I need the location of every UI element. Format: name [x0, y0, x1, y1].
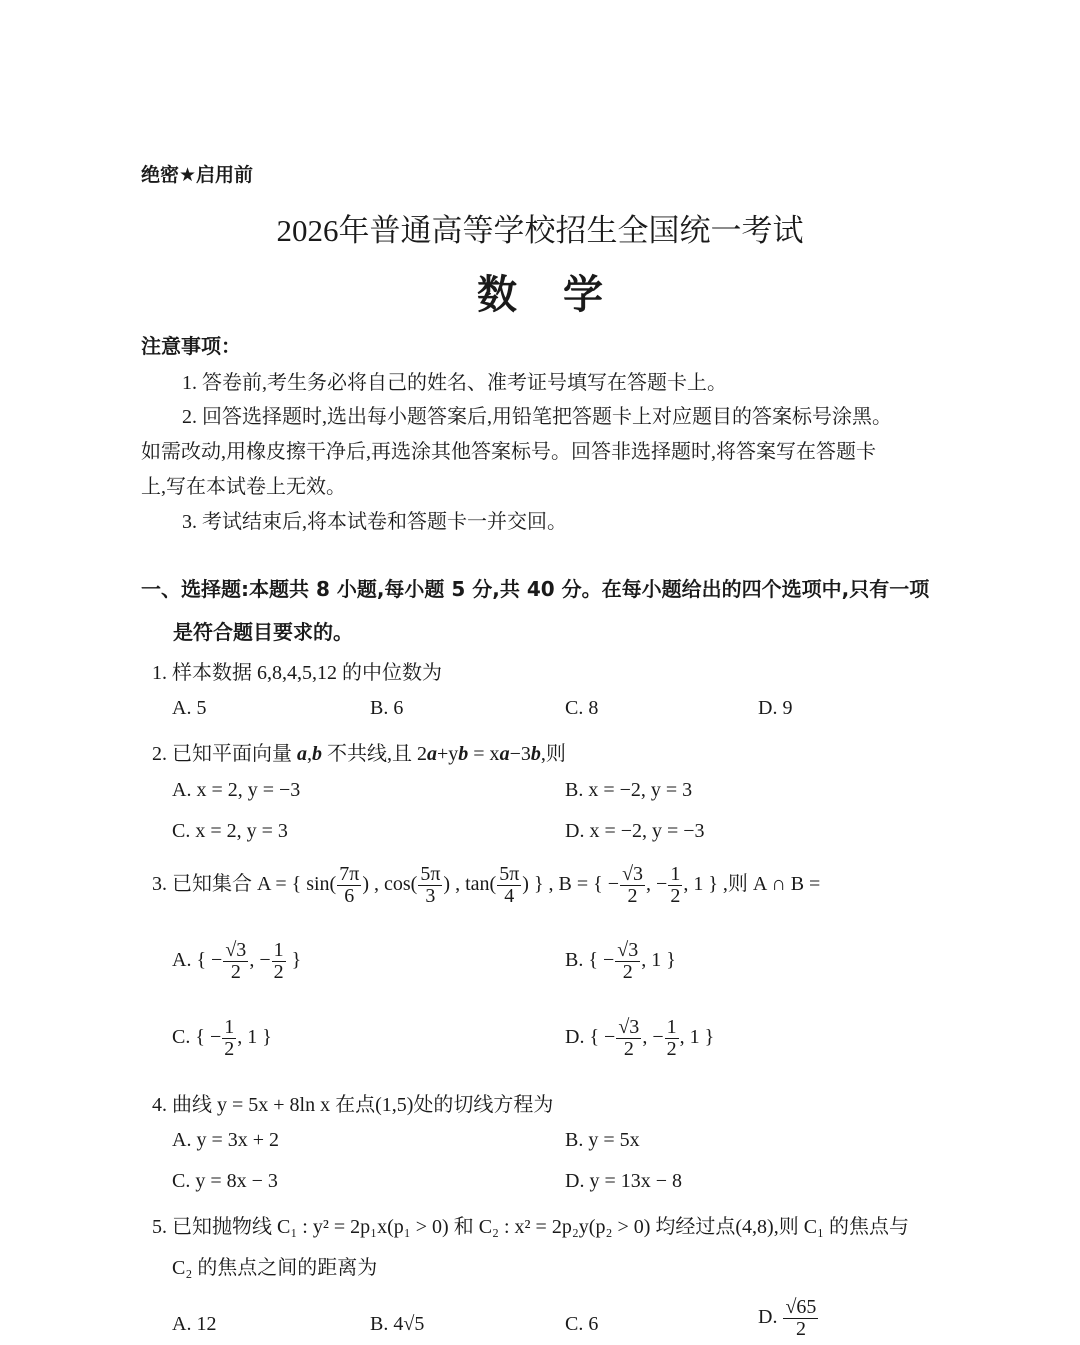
exam-title: 2026年普通高等学校招生全国统一考试: [276, 213, 804, 248]
question-1-stem: 1. 样本数据 6,8,4,5,12 的中位数为: [152, 662, 442, 684]
fraction-sqrt65-2: [783, 1297, 818, 1340]
vector-b: b: [312, 743, 322, 765]
question-2-option-b: B. x = −2, y = 3: [565, 779, 693, 801]
option-prefix: A. { −: [172, 949, 223, 972]
question-2-option-c: C. x = 2, y = 3: [172, 820, 288, 842]
numerator: √65: [785, 1296, 817, 1318]
numerator: 1: [670, 863, 681, 885]
question-4-option-c: C. y = 8x − 3: [172, 1170, 278, 1192]
question-4-option-d: D. y = 13x − 8: [565, 1170, 683, 1192]
note-item-1: 1. 答卷前,考生务必将自己的姓名、准考证号填写在答题卡上。: [182, 372, 727, 394]
denominator: 2: [224, 1038, 235, 1060]
fraction-sqrt3-2: [620, 864, 645, 907]
option-sep: , −: [642, 1026, 664, 1049]
question-2-stem: [152, 737, 566, 766]
vector-a-3: a: [499, 743, 510, 765]
question-3-sep-4: ) } , B = { −: [522, 873, 620, 896]
option-sep: , −: [249, 949, 271, 972]
numerator: 1: [273, 939, 284, 961]
question-2-stem-prefix: 2. 已知平面向量: [152, 743, 297, 765]
fraction: [665, 1017, 679, 1060]
denominator: 3: [425, 885, 436, 907]
question-4-stem: 4. 曲线 y = 5x + 8ln x 在点(1,5)处的切线方程为: [152, 1094, 554, 1116]
question-1-option-c: C. 8: [565, 697, 599, 719]
question-2-option-d: D. x = −2, y = −3: [565, 820, 705, 842]
question-5-option-b: B. 4√5: [370, 1313, 425, 1335]
numerator: 7π: [339, 863, 360, 885]
fraction-5pi-4: [497, 864, 521, 907]
note-item-3: 3. 考试结束后,将本试卷和答题卡一并交回。: [182, 511, 567, 533]
question-5-option-c: C. 6: [565, 1313, 599, 1335]
numerator: √3: [225, 939, 247, 961]
option-prefix: D. { −: [565, 1026, 616, 1049]
option-prefix: D.: [758, 1306, 783, 1329]
question-3-sep-5: , −: [646, 873, 668, 896]
denominator: 2: [795, 1318, 806, 1340]
fraction: [223, 940, 248, 983]
question-3-suffix: , 1 } ,则 A ∩ B =: [683, 873, 821, 896]
question-4-option-a: A. y = 3x + 2: [172, 1129, 280, 1151]
question-3-stem: [152, 864, 820, 907]
question-3-sep-2: ) , cos(: [362, 873, 418, 896]
numerator: √3: [617, 939, 639, 961]
option-suffix: , 1 }: [237, 1026, 272, 1049]
question-3-sep-3: ) , tan(: [443, 873, 497, 896]
section-heading-line2: 是符合题目要求的。: [173, 620, 353, 644]
confidential-label: 绝密★启用前: [141, 164, 254, 186]
option-prefix: B. { −: [565, 949, 615, 972]
subject-title: 数学: [477, 272, 649, 318]
denominator: 2: [230, 961, 241, 983]
numerator: 5π: [499, 863, 520, 885]
denominator: 2: [670, 885, 681, 907]
numerator: √3: [622, 863, 644, 885]
question-3-option-d: [565, 1017, 714, 1060]
question-3-option-b: [565, 940, 676, 983]
note-item-2-line3: 上,写在本试卷上无效。: [141, 476, 346, 498]
question-3-option-a: [172, 940, 301, 983]
notes-heading: 注意事项：: [141, 334, 241, 358]
denominator: 2: [666, 1038, 677, 1060]
question-5-option-d: [758, 1297, 819, 1340]
question-4-option-b: B. y = 5x: [565, 1129, 640, 1151]
question-5-option-a: A. 12: [172, 1313, 217, 1335]
note-item-2-line1: 2. 回答选择题时,选出每小题答案后,用铅笔把答题卡上对应题目的答案标号涂黑。: [182, 406, 892, 428]
denominator: 2: [273, 961, 284, 983]
question-2-minus3: −3: [509, 743, 531, 765]
denominator: 4: [504, 885, 515, 907]
numerator: 1: [666, 1016, 677, 1038]
denominator: 2: [627, 885, 638, 907]
fraction: [616, 1017, 641, 1060]
vector-b-3: b: [530, 743, 541, 765]
numerator: 5π: [420, 863, 441, 885]
question-5-stem-line2: C₂ 的焦点之间的距离为: [172, 1257, 378, 1279]
vector-a: a: [297, 743, 307, 765]
vector-a-2: a: [427, 743, 437, 765]
vector-b-2: b: [458, 743, 469, 765]
question-2-stem-suffix: ,则: [540, 743, 566, 765]
fraction-5pi-3: [418, 864, 442, 907]
fraction: [222, 1017, 236, 1060]
option-suffix: , 1 }: [641, 949, 676, 972]
fraction: [615, 940, 640, 983]
question-1-option-b: B. 6: [370, 697, 404, 719]
question-1-option-a: A. 5: [172, 697, 207, 719]
denominator: 2: [623, 1038, 634, 1060]
numerator: 1: [224, 1016, 235, 1038]
section-heading-line1: 一、选择题:本题共 8 小题,每小题 5 分,共 40 分。在每小题给出的四个选项中,只有一项: [141, 577, 930, 601]
option-suffix: }: [286, 949, 302, 972]
question-2-option-a: A. x = 2, y = −3: [172, 779, 301, 801]
fraction: [272, 940, 286, 983]
question-1-option-d: D. 9: [758, 697, 793, 719]
note-item-2-line2: 如需改动,用橡皮擦干净后,再选涂其他答案标号。回答非选择题时,将答案写在答题卡: [141, 441, 876, 463]
denominator: 2: [622, 961, 633, 983]
question-2-plus-y: +y: [437, 743, 459, 765]
fraction-1-2: [668, 864, 682, 907]
question-5-stem-line1: 5. 已知抛物线 C₁ : y² = 2p₁x(p₁ > 0) 和 C₂ : x² = 2p₂y(p₂ > 0) 均经过点(4,8),则 C₁ 的焦点与: [152, 1216, 910, 1238]
denominator: 6: [344, 885, 355, 907]
question-2-stem-mid: 不共线,且 2: [322, 743, 427, 765]
option-prefix: C. { −: [172, 1026, 222, 1049]
question-2-eq-x: = x: [468, 743, 500, 765]
question-3-prefix: 3. 已知集合 A = { sin(: [152, 873, 337, 896]
question-3-option-c: [172, 1017, 272, 1060]
numerator: √3: [618, 1016, 640, 1038]
question-2-comma: ,: [307, 743, 312, 765]
fraction-7pi-6: [337, 864, 361, 907]
option-suffix: , 1 }: [679, 1026, 715, 1049]
